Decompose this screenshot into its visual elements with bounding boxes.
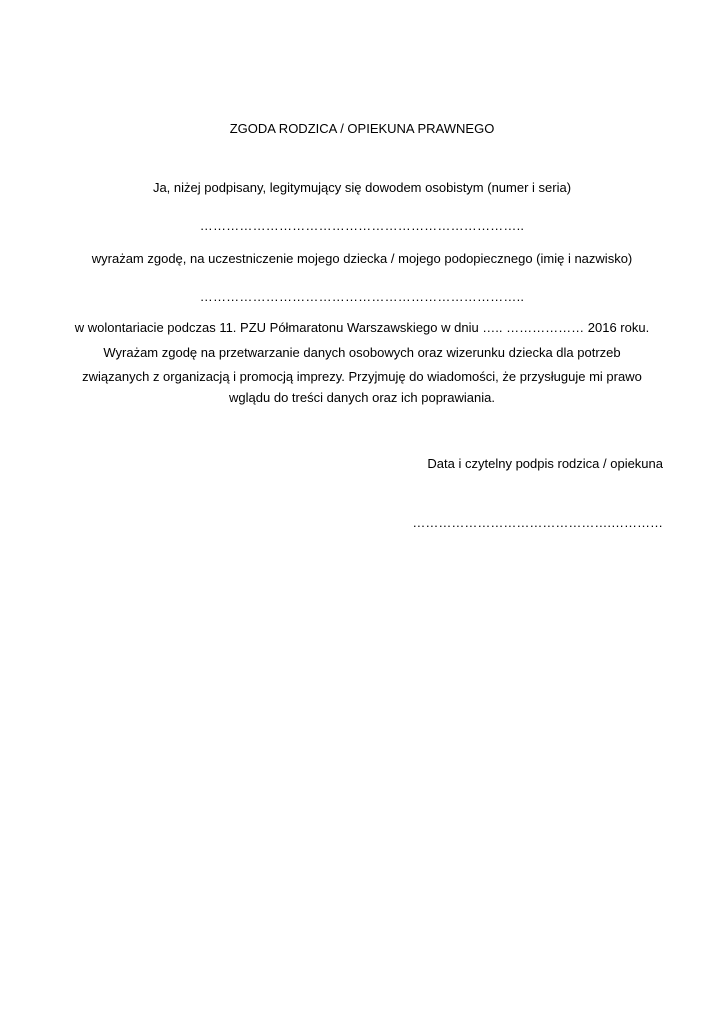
body-text-line: wglądu do treści danych oraz ich poprawiania. [229, 390, 495, 405]
consent-text: wyrażam zgodę, na uczestniczenie mojego dziecka / mojego podopiecznego (imię i nazwisko) [91, 251, 633, 266]
body-text-line: w wolontariacie podczas 11. PZU Półmaratonu Warszawskiego w dniu ….. ……………… 2016 roku. [74, 320, 650, 335]
document-title: ZGODA RODZICA / OPIEKUNA PRAWNEGO [229, 121, 495, 136]
body-text-line: związanych z organizacją i promocją imprezy. Przyjmuję do wiadomości, że przysługuje mi prawo [82, 369, 642, 384]
id-number-fill-line: ……………………………………………………………….. [199, 218, 525, 233]
intro-text: Ja, niżej podpisany, legitymujący się dowodem osobistym (numer i seria) [152, 180, 572, 195]
child-name-fill-line: ……………………………………………………………….. [199, 289, 525, 304]
body-text-line: Wyrażam zgodę na przetwarzanie danych osobowych oraz wizerunku dziecka dla potrzeb [103, 345, 621, 360]
signature-fill-line: ……………………………………….………… [412, 515, 663, 530]
signature-label: Data i czytelny podpis rodzica / opiekuna [427, 456, 663, 471]
